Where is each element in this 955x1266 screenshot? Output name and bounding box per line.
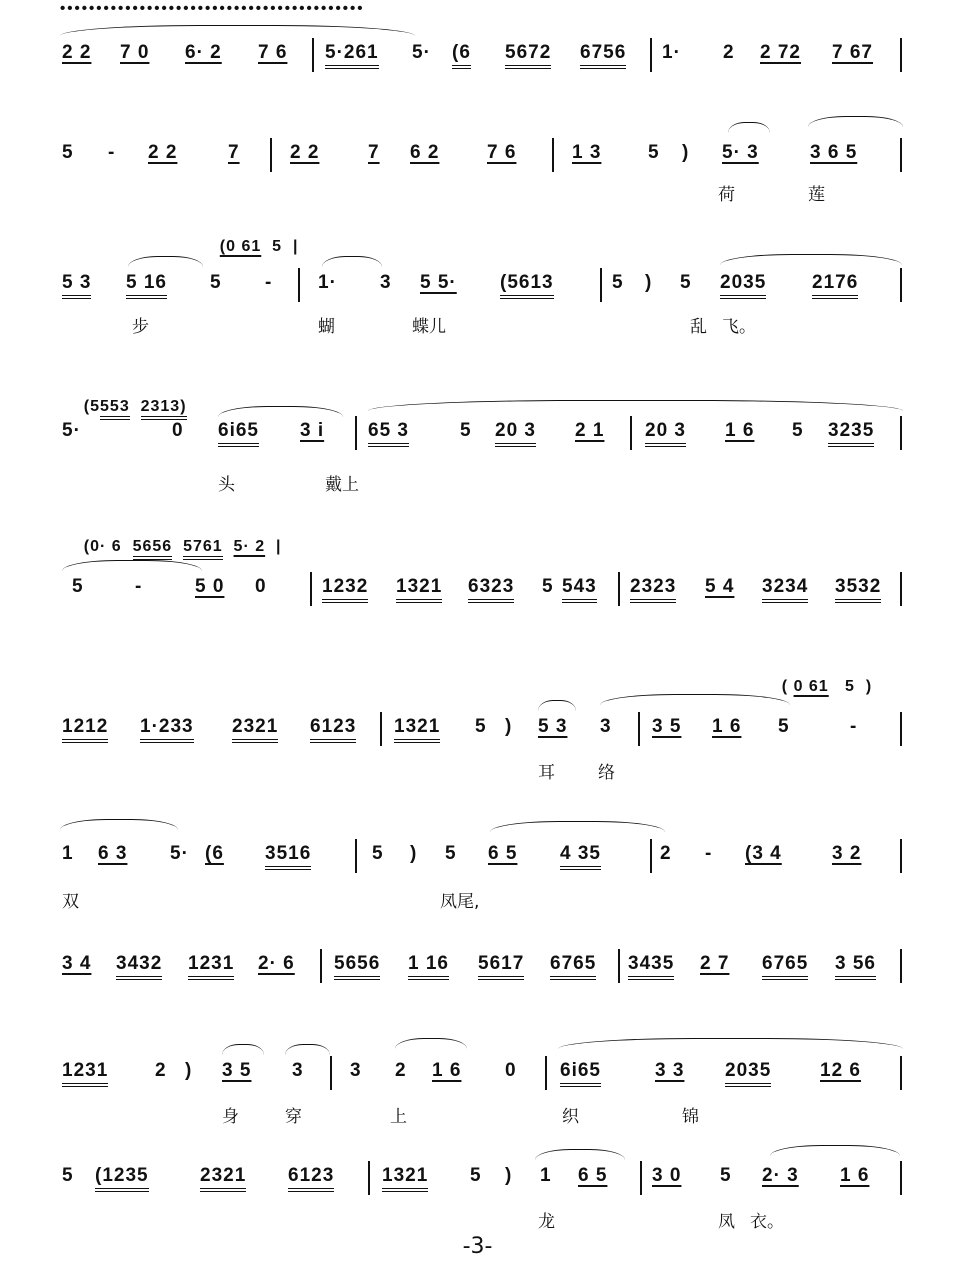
note-group: 1321	[394, 716, 440, 743]
barline	[900, 1161, 902, 1195]
note-group: 7 6	[258, 42, 288, 63]
note-group: 5·	[412, 42, 431, 63]
prelude-note: 0 61	[793, 678, 829, 695]
note-group: 12 6	[820, 1060, 861, 1081]
note-group: 3 6 5	[810, 142, 858, 163]
note-group: 543	[562, 576, 597, 603]
note-group: -	[135, 576, 143, 597]
note-group: 1 3	[572, 142, 602, 163]
page-number: -3-	[462, 1234, 493, 1259]
lyric: 耳	[538, 763, 555, 783]
note-group: 5	[778, 716, 790, 737]
note-group: (1235	[95, 1165, 149, 1192]
slur-arc	[558, 1038, 903, 1049]
note-group: 6765	[762, 953, 808, 980]
note-group: 5617	[478, 953, 524, 980]
note-group: 0	[172, 420, 184, 441]
note-group: 1321	[396, 576, 442, 603]
lyric: 凤尾,	[440, 892, 480, 912]
lyric: 乱	[690, 317, 707, 337]
barline	[552, 138, 554, 172]
lyric: 飞。	[722, 317, 756, 337]
note-group: 1 6	[840, 1165, 870, 1186]
barline	[312, 38, 314, 72]
prelude-note: 5	[272, 238, 283, 255]
note-group: 2	[723, 42, 735, 63]
barline	[900, 38, 902, 72]
prelude-group	[198, 220, 298, 274]
note-group: )	[185, 1060, 193, 1081]
prelude-bar: )	[865, 678, 873, 695]
note-group: )	[505, 716, 513, 737]
slur-arc	[600, 694, 790, 705]
note-group: 2035	[720, 272, 766, 299]
notation-line	[0, 953, 955, 981]
barline	[900, 416, 902, 450]
note-group: 1 6	[725, 420, 755, 441]
note-group: 0	[255, 576, 267, 597]
note-group: 3 56	[835, 953, 876, 980]
note-group: 3 4	[62, 953, 92, 974]
note-group: -	[108, 142, 116, 163]
lyric: 络	[598, 763, 615, 783]
notation-line	[0, 1060, 955, 1088]
note-group: 20 3	[645, 420, 686, 447]
barline	[330, 1056, 332, 1090]
note-group: 6756	[580, 42, 626, 69]
note-group: 2 72	[760, 42, 801, 63]
note-group: 1 16	[408, 953, 449, 980]
note-group: 5 4	[705, 576, 735, 597]
note-group: 2	[660, 843, 672, 864]
notation-line	[0, 576, 955, 604]
prelude-bar: |	[292, 238, 299, 255]
lyric: 蝴	[318, 317, 335, 337]
prelude-note: (0 61	[219, 238, 262, 255]
note-group: 6123	[310, 716, 356, 743]
note-group: 5 16	[126, 272, 167, 299]
note-group: 7	[368, 142, 380, 163]
lyric: 荷	[718, 185, 735, 205]
note-group: -	[265, 272, 273, 293]
notation-line	[0, 142, 955, 170]
note-group: 6 5	[578, 1165, 608, 1186]
prelude-note: (5	[83, 398, 101, 415]
prelude-note: 5	[845, 678, 855, 695]
slur-arc	[62, 560, 202, 571]
note-group: )	[682, 142, 690, 163]
note-group: 5 0	[195, 576, 225, 597]
note-group: 5 3	[62, 272, 91, 299]
slur-arc	[395, 1038, 467, 1049]
note-group: 1321	[382, 1165, 428, 1192]
slur-arc	[60, 25, 415, 36]
lyric: 穿	[285, 1107, 302, 1127]
lyric: 身	[222, 1107, 239, 1127]
notation-line	[0, 42, 955, 70]
barline	[545, 1056, 547, 1090]
barline	[900, 268, 902, 302]
prelude-note: 2313)	[141, 398, 187, 420]
note-group: 0	[505, 1060, 517, 1081]
barline	[600, 268, 602, 302]
note-group: 2· 6	[258, 953, 295, 974]
note-group: 3 5	[652, 716, 682, 737]
lyric: 头	[218, 475, 235, 495]
note-group: 5	[372, 843, 384, 864]
note-group: 3516	[265, 843, 311, 870]
note-group: 5	[460, 420, 472, 441]
barline	[310, 572, 312, 606]
note-group: 5· 3	[722, 142, 759, 163]
note-group: 2 2	[148, 142, 178, 163]
note-group: 5	[210, 272, 222, 293]
note-group: (3 4	[745, 843, 782, 864]
note-group: 7 0	[120, 42, 150, 63]
note-group: 6323	[468, 576, 514, 603]
barline	[900, 712, 902, 746]
notation-line	[0, 843, 955, 871]
barline	[638, 712, 640, 746]
note-group: 5	[445, 843, 457, 864]
note-group: 6· 2	[185, 42, 222, 63]
slur-arc	[538, 700, 576, 711]
note-group: 2035	[725, 1060, 771, 1087]
note-group: 1212	[62, 716, 108, 743]
note-group: 1·	[318, 272, 337, 293]
note-group: 5·261	[325, 42, 379, 69]
note-group: 5	[720, 1165, 732, 1186]
barline	[650, 38, 652, 72]
note-group: )	[645, 272, 653, 293]
note-group: 2176	[812, 272, 858, 299]
prelude-note: (	[781, 678, 789, 695]
note-group: 5656	[334, 953, 380, 980]
notation-line	[0, 716, 955, 744]
note-group: 5 3	[538, 716, 568, 737]
note-group: 5 5·	[420, 272, 457, 293]
lyric: 龙	[538, 1212, 555, 1232]
prelude-note: (0· 6	[83, 538, 122, 555]
note-group: 5	[648, 142, 660, 163]
barline	[900, 1056, 902, 1090]
prelude-group	[760, 660, 872, 714]
note-group: 6 5	[488, 843, 518, 864]
note-group: 3 3	[655, 1060, 685, 1081]
note-group: 5	[680, 272, 692, 293]
note-group: 1	[540, 1165, 552, 1186]
lyric: 步	[132, 317, 149, 337]
barline	[368, 1161, 370, 1195]
barline	[650, 839, 652, 873]
note-group: 5	[62, 1165, 74, 1186]
barline	[618, 572, 620, 606]
prelude-note: 5761	[183, 538, 223, 560]
notation-line	[0, 272, 955, 300]
note-group: 2 2	[62, 42, 92, 63]
note-group: 2 1	[575, 420, 605, 441]
lyric: 蝶儿	[412, 317, 446, 337]
note-group: 3 0	[652, 1165, 682, 1186]
slur-arc	[770, 1145, 900, 1156]
prelude-bar: |	[276, 538, 282, 555]
barline	[900, 839, 902, 873]
note-group: 5	[792, 420, 804, 441]
note-group: 3 2	[832, 843, 862, 864]
note-group: (6	[205, 843, 224, 864]
note-group: 1	[62, 843, 74, 864]
lyric: 锦	[682, 1107, 699, 1127]
note-group: 3432	[116, 953, 162, 980]
note-group: 1 6	[432, 1060, 462, 1081]
notation-line	[0, 420, 955, 448]
note-group: 3532	[835, 576, 881, 603]
note-group: 1 6	[712, 716, 742, 737]
barline	[320, 949, 322, 983]
slur-arc	[60, 819, 178, 830]
note-group: 2323	[630, 576, 676, 603]
note-group: -	[705, 843, 713, 864]
note-group: (6	[452, 42, 471, 69]
slur-arc	[720, 254, 902, 265]
note-group: 7	[228, 142, 240, 163]
note-group: 6123	[288, 1165, 334, 1192]
note-group: 3	[600, 716, 612, 737]
slur-arc	[222, 1044, 264, 1055]
note-group: 65 3	[368, 420, 409, 447]
slur-arc	[218, 406, 343, 417]
barline	[380, 712, 382, 746]
note-group: -	[850, 716, 858, 737]
note-group: 5	[612, 272, 624, 293]
note-group: 2321	[232, 716, 278, 743]
note-group: 3 5	[222, 1060, 252, 1081]
barline	[900, 949, 902, 983]
note-group: 2 7	[700, 953, 730, 974]
note-group: 5	[62, 142, 74, 163]
barline	[900, 572, 902, 606]
note-group: 4 35	[560, 843, 601, 870]
lyric: 戴上	[325, 475, 359, 495]
note-group: 6765	[550, 953, 596, 980]
slur-arc	[728, 122, 770, 133]
slur-arc	[368, 400, 903, 411]
note-group: 1231	[188, 953, 234, 980]
note-group: 5	[72, 576, 84, 597]
prelude-note: 553	[100, 398, 130, 420]
slur-arc	[285, 1044, 330, 1055]
note-group: 2	[155, 1060, 167, 1081]
slur-arc	[128, 256, 203, 267]
notation-line	[0, 1165, 955, 1193]
barline	[630, 416, 632, 450]
lyric: 双	[62, 892, 79, 912]
note-group: 7 6	[487, 142, 517, 163]
note-group: 3	[350, 1060, 362, 1081]
note-group: 3234	[762, 576, 808, 603]
note-group: 5·	[170, 843, 189, 864]
note-group: 6 2	[410, 142, 440, 163]
slur-arc	[535, 1149, 625, 1160]
barline	[355, 839, 357, 873]
note-group: 3 i	[300, 420, 325, 441]
lyric: 上	[390, 1107, 407, 1127]
barline	[618, 949, 620, 983]
note-group: 1231	[62, 1060, 108, 1087]
lyric: 莲	[808, 185, 825, 205]
note-group: 3	[292, 1060, 304, 1081]
lyric: 衣。	[750, 1212, 784, 1232]
note-group: 3435	[628, 953, 674, 980]
lyric: 凤	[718, 1212, 735, 1232]
note-group: )	[410, 843, 418, 864]
note-group: 6i65	[218, 420, 259, 447]
barline	[640, 1161, 642, 1195]
barline	[298, 268, 300, 302]
slur-arc	[808, 116, 903, 127]
slur-arc	[490, 821, 665, 832]
note-group: (5613	[500, 272, 554, 299]
note-group: 3235	[828, 420, 874, 447]
note-group: 1232	[322, 576, 368, 603]
barline	[900, 138, 902, 172]
note-group: )	[505, 1165, 513, 1186]
note-group: 20 3	[495, 420, 536, 447]
note-group: 1·	[662, 42, 681, 63]
note-group: 5	[475, 716, 487, 737]
note-group: 2	[395, 1060, 407, 1081]
note-group: 2321	[200, 1165, 246, 1192]
slur-arc	[322, 256, 382, 267]
note-group: 7 67	[832, 42, 873, 63]
lyric: 织	[562, 1107, 579, 1127]
note-group: 2· 3	[762, 1165, 799, 1186]
note-group: 6 3	[98, 843, 128, 864]
note-group: 2 2	[290, 142, 320, 163]
barline	[270, 138, 272, 172]
note-group: 3	[380, 272, 392, 293]
note-group: 1·233	[140, 716, 194, 743]
note-group: 5	[470, 1165, 482, 1186]
note-group: 5672	[505, 42, 551, 69]
note-group: 5·	[62, 420, 81, 441]
prelude-note: 5656	[133, 538, 173, 560]
top-dotted-line: ••••••••••••••••••••••••••••••••••••••••••	[60, 0, 365, 17]
barline	[355, 416, 357, 450]
note-group: 6i65	[560, 1060, 601, 1087]
prelude-note: 5· 2	[233, 538, 266, 555]
note-group: 5	[542, 576, 554, 597]
